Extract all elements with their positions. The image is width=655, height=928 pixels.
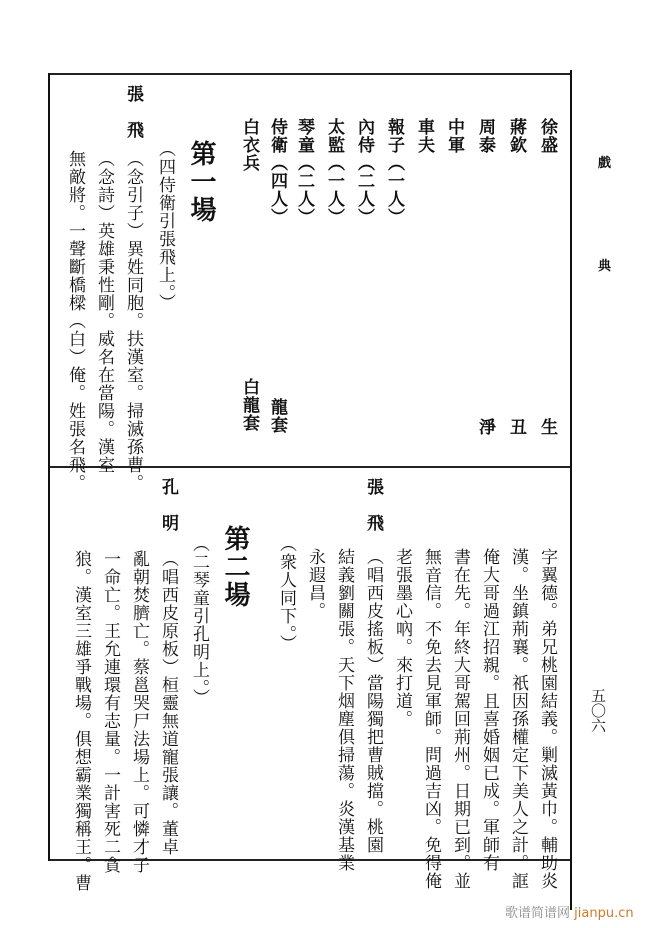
cast-role-1: 徐盛 [537,118,557,154]
left-border [48,73,50,861]
song1-line-3: 永遐昌。 [305,548,325,620]
cast-role-3: 周泰 [475,118,495,154]
header-title-char-1: 戲 [598,156,612,171]
cast-type-2: 丑 [506,418,526,436]
scene-1-line-3: 無敵將。一聲斷橋樑（白）俺。姓張名飛。 [65,150,85,492]
scene-1-stage-direction: （四侍衛引張飛上。） [155,140,175,312]
cont-line-3: 俺大哥過江招親。且喜婚姻已成。軍師有 [479,548,499,872]
cast-role-8: 太監（一人） [324,118,344,226]
watermark-cn: 歌谱简谱网 [505,906,571,921]
song2-line-1: （唱西皮原板）桓靈無道寵張讓。董卓 [158,550,178,856]
cast-role-2: 蔣欽 [506,118,526,154]
scene-2-speaker-1: 張 飛 [363,478,383,532]
song2-line-3: 一命亡。王允連環有志量。一計害死二貪 [100,550,120,874]
cast-role-10: 侍衛（四人） [267,118,287,226]
cast-role-9: 琴童（二人） [294,118,314,226]
cast-type-3: 淨 [475,418,495,436]
song1-line-2: 結義劉關張。天下烟塵俱掃蕩。炎漢基業 [334,548,354,872]
cont-line-5: 無音信。不免去見軍師。問過吉凶。免得俺 [421,548,441,890]
cont-line-4: 書在先。年終大哥駕回荊州。日期已到。並 [450,548,470,890]
cont-line-2: 漢。坐鎮荊襄。祇因孫權定下美人之計。誆 [508,548,528,890]
scene-1-line-1: （念引子）異姓同胞。扶漢室。掃滅孫曹。 [123,150,143,492]
cont-line-1: 字翼德。弟兄桃園結義。剿滅黃巾。輔助炎 [537,548,557,890]
cast-type-10: 龍套 [267,398,287,434]
song2-line-2: 亂朝焚臍亡。蔡邕哭尸法場上。可憐才子 [129,550,149,874]
cast-role-5: 車夫 [414,118,434,154]
scene-2-stage-direction: （二琴童引孔明上。） [189,535,209,707]
scene-1-title: 第一場 [186,140,216,224]
scene-2-title: 第二場 [220,525,250,609]
watermark [505,902,634,921]
scene-2-speaker-2: 孔 明 [158,478,178,532]
cast-role-7: 內侍（二人） [354,118,374,226]
cast-type-1: 生 [537,418,557,436]
scene-1-speaker: 張 飛 [123,85,143,139]
cast-role-4: 中軍 [444,118,464,154]
song1-line-1: （唱西皮搖板）當陽獨把曹賊擋。桃園 [363,548,383,854]
watermark-en: jianpu.cn [574,906,634,921]
page-number: 五〇六 [589,688,607,733]
exit-direction: （衆人同下。） [276,535,296,653]
song2-line-4: 狼。漢室三雄爭戰場。俱想霸業獨稱王。曹 [71,550,91,892]
top-border [48,73,572,75]
header-title-char-2: 典 [598,259,612,274]
scene-1-line-2: （念詩）英雄秉性剛。威名在當陽。漢室 [94,150,114,474]
right-border [570,70,572,910]
cast-role-11: 白衣兵 [239,118,259,172]
cont-line-6: 老張墨心吶。來打道。 [392,548,412,728]
cast-type-11: 白龍套 [239,378,259,432]
cast-role-6: 報子（一人） [384,118,404,226]
